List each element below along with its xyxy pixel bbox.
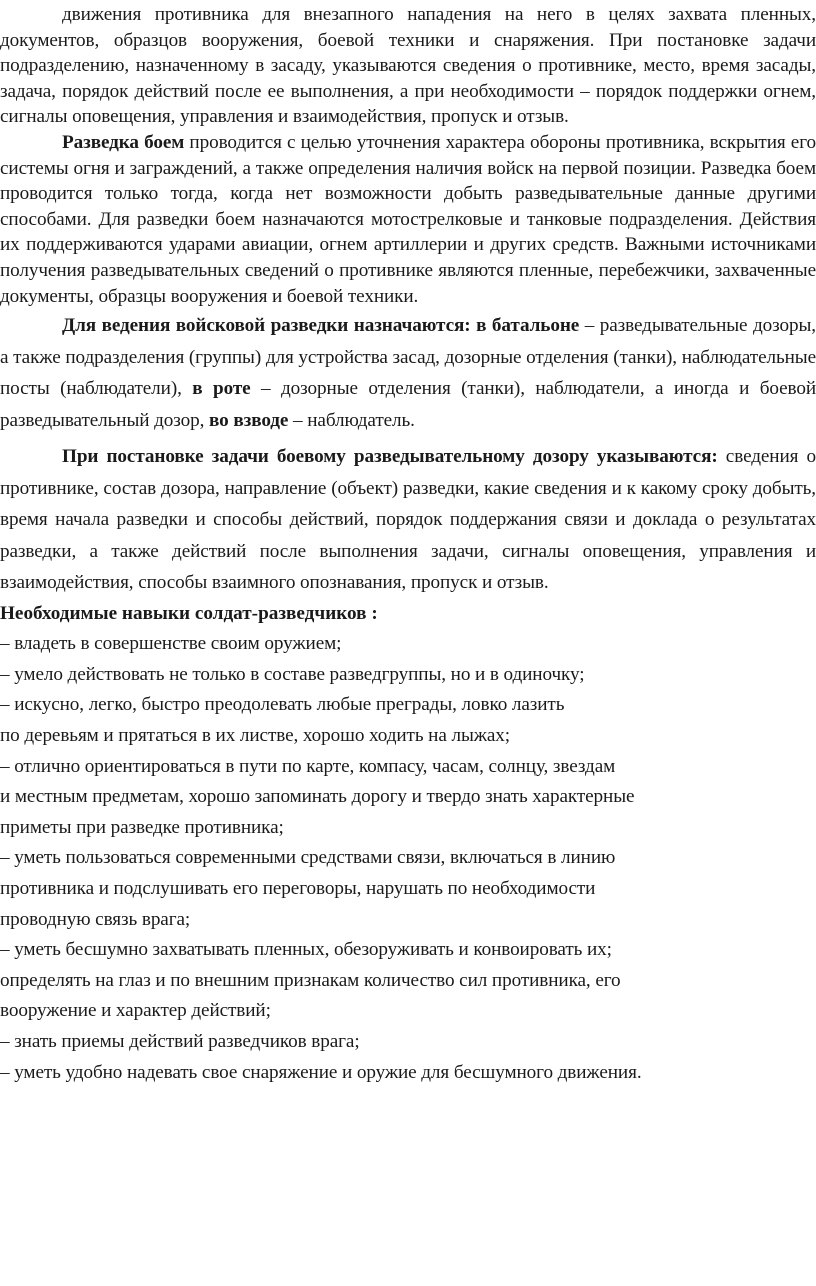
list-item: проводную связь врага; (0, 908, 191, 930)
list-item: – искусно, легко, быстро преодолевать любые преграды, ловко лазить (0, 694, 565, 716)
patrol-task-heading: При постановке задачи боевому разведывательному дозору указываются: (62, 446, 718, 468)
assigned-units-text-3: – наблюдатель. (288, 409, 415, 431)
paragraph-ambush (0, 2, 816, 130)
list-item: – уметь бесшумно захватывать пленных, обезоруживать и конвоировать их; (0, 939, 612, 961)
assigned-units-text-1: – разведывательные дозоры, а также подразделения (группы) для устройства засад, дозорные отделения (танки), наблюдательные посты (наблюдатели), (0, 315, 816, 400)
list-item: по деревьям и прятаться в их листве, хорошо ходить на лыжах; (0, 725, 511, 746)
list-item: – умело действовать не только в составе разведгруппы, но и в одиночку; (0, 663, 585, 685)
paragraph-assigned-units (0, 310, 816, 436)
skills-list (0, 629, 816, 1088)
list-item: определять на глаз и по внешним признакам количество сил противника, его (0, 969, 621, 991)
patrol-task-text: сведения о противнике, состав дозора, направление (объект) разведки, какие сведения и к какому сроку добыть, время начала разведки и способы действий, порядок поддержания связи и доклада о результатах разведки, а также действий после выполнения задачи, сигналы оповещения, управления и взаимодействия, способы взаимного опознавания, пропуск и отзыв. (0, 446, 816, 594)
list-item: – уметь пользоваться современными средствами связи, включаться в линию (0, 847, 616, 869)
list-item: вооружение и характер действий; (0, 1000, 271, 1022)
list-item: – уметь удобно надевать свое снаряжение и оружие для бесшумного движения. (0, 1061, 642, 1083)
paragraph-patrol-task (0, 441, 816, 599)
recon-by-battle-heading: Разведка боем (62, 131, 185, 153)
list-item: – знать приемы действий разведчиков врага; (0, 1030, 360, 1052)
list-item: и местным предметам, хорошо запоминать дорогу и твердо знать характерные (0, 786, 635, 808)
list-item: противника и подслушивать его переговоры, нарушать по необходимости (0, 877, 596, 899)
in-company-label: в роте (192, 378, 251, 400)
paragraph-recon-by-battle (0, 130, 816, 309)
paragraph-ambush-text: движения противника для внезапного нападения на него в целях захвата пленных, документов, образцов вооружения, боевой техники и снаряжения. При постановке задачи подразделению, назначенному в засаду, указываются сведения о противнике, место, время засады, задача, порядок действий после ее выполнения, а при необходимости – порядок поддержки огнем, сигналы оповещения, управления и взаимодействия, пропуск и отзыв. (0, 4, 816, 128)
skills-heading: Необходимые навыки солдат-разведчиков : (0, 602, 378, 624)
assigned-units-text-2: – дозорные отделения (танки), наблюдатели, а иногда и боевой разведывательный дозор, (0, 378, 816, 431)
in-platoon-label: во взводе (209, 409, 289, 431)
assigned-units-heading: Для ведения войсковой разведки назначаются: в батальоне (62, 315, 580, 337)
list-item: приметы при разведке противника; (0, 816, 284, 838)
recon-by-battle-text: проводится с целью уточнения характера обороны противника, вскрытия его системы огня и заграждений, а также определения наличия войск на первой позиции. Разведка боем проводится только тогда, когда нет возможности добыть разведывательные данные другими способами. Для разведки боем назначаются мотострелковые и танковые подразделения. Действия их поддерживаются ударами авиации, огнем артиллерии и других средств. Важными источниками получения разведывательных сведений о противнике являются пленные, перебежчики, захваченные документы, образцы вооружения и боевой техники. (0, 131, 816, 307)
list-item: – отлично ориентироваться в пути по карте, компасу, часам, солнцу, звездам (0, 755, 616, 777)
list-item: – владеть в совершенстве своим оружием; (0, 633, 342, 655)
